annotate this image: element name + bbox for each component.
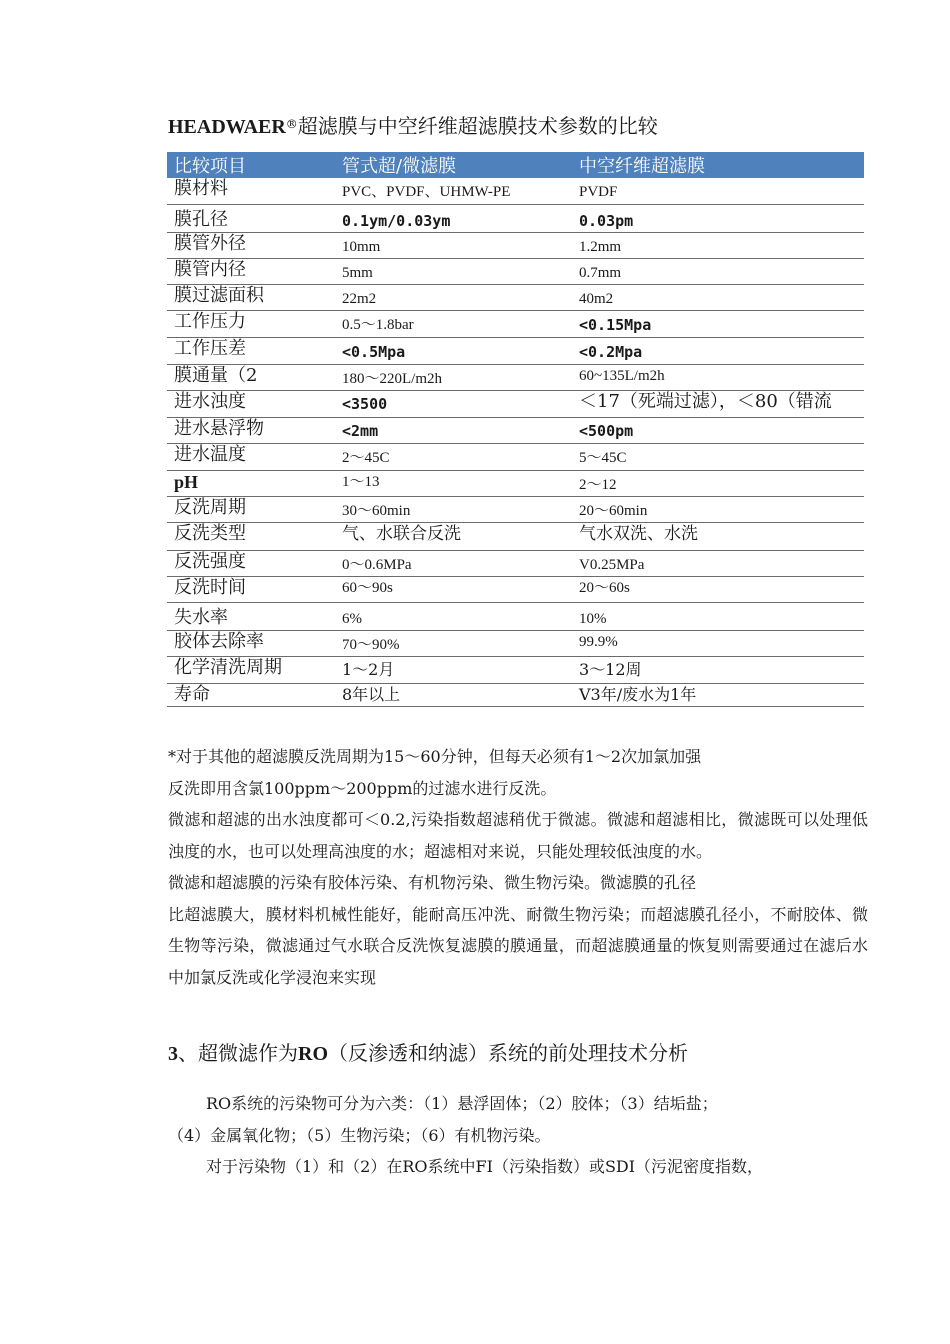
hollow-fiber-value: 1.2mm <box>572 232 864 258</box>
note-paragraph: 比超滤膜大，膜材料机械性能好，能耐高压冲洗、耐微生物污染；而超滤膜孔径小，不耐胶体、微生物等污染，微滤通过气水联合反洗恢复滤膜的膜通量，而超滤膜通量的恢复则需要通过在滤后水中加氯反洗或化学浸泡来实现 <box>168 904 868 987</box>
tubular-value: PVC、PVDF、UHMW-PE <box>335 178 572 204</box>
table-row <box>167 550 864 576</box>
body-line: 对于污染物（1）和（2）在RO系统中FI（污染指数）或SDI（污泥密度指数， <box>206 1157 764 1176</box>
note-paragraph: 微滤和超滤的出水浊度都可＜0.2,污染指数超滤稍优于微滤。微滤和超滤相比，微滤既可以处理低浊度的水，也可以处理高浊度的水；超滤相对来说，只能处理较低浊度的水。 <box>168 810 868 861</box>
row-label: 膜通量（2 <box>167 364 335 390</box>
hollow-fiber-value: <0.2Mpa <box>572 337 864 364</box>
tubular-value: 70〜90% <box>335 630 572 656</box>
note-line: 反洗即用含氯100ppm〜200ppm的过滤水进行反洗。 <box>168 778 557 798</box>
hollow-fiber-value: <500pm <box>572 417 864 443</box>
body-line: RO系统的污染物可分为六类：（1）悬浮固体；（2）胶体；（3）结垢盐； <box>206 1094 718 1113</box>
row-label: 反洗类型 <box>167 522 335 550</box>
hollow-fiber-value: PVDF <box>572 178 864 204</box>
section-heading-ro: RO <box>298 1043 328 1065</box>
hollow-fiber-value: 99.9% <box>572 630 864 656</box>
row-label: 工作压差 <box>167 337 335 364</box>
hollow-fiber-value: 20〜60s <box>572 576 864 602</box>
table-header-row <box>167 152 864 178</box>
row-label: 反洗时间 <box>167 576 335 602</box>
hollow-fiber-value: 10% <box>572 602 864 630</box>
row-label: 膜管内径 <box>167 258 335 284</box>
table-row <box>167 364 864 390</box>
page-title <box>168 110 868 141</box>
hollow-fiber-value: <0.15Mpa <box>572 310 864 337</box>
table-row <box>167 284 864 310</box>
table-row <box>167 258 864 284</box>
table-row <box>167 390 864 417</box>
note-line: *对于其他的超滤膜反洗周期为15〜60分钟，但每天必须有1〜2次加氯加强 <box>168 747 702 766</box>
hollow-fiber-value: 20〜60min <box>572 496 864 522</box>
tubular-value: 气、水联合反洗 <box>335 522 572 550</box>
title-brand: HEADWAER <box>168 116 286 138</box>
table-row <box>167 576 864 602</box>
hollow-fiber-value: 40m2 <box>572 284 864 310</box>
row-label: 膜过滤面积 <box>167 284 335 310</box>
tubular-value: 10mm <box>335 232 572 258</box>
section-heading-part: 、超微滤作为 <box>178 1041 298 1065</box>
row-label: 进水温度 <box>167 443 335 470</box>
table-row <box>167 602 864 630</box>
row-label: 膜孔径 <box>167 204 335 232</box>
row-label: 反洗周期 <box>167 496 335 522</box>
row-label: 进水浊度 <box>167 390 335 417</box>
row-label: 膜材料 <box>167 178 335 204</box>
table-row <box>167 470 864 496</box>
hollow-fiber-value: V0.25MPa <box>572 550 864 576</box>
row-label: pH <box>167 470 335 496</box>
tubular-value: 22m2 <box>335 284 572 310</box>
row-label: 进水悬浮物 <box>167 417 335 443</box>
row-label: 失水率 <box>167 602 335 630</box>
tubular-value: 0.5〜1.8bar <box>335 310 572 337</box>
tubular-value: 60〜90s <box>335 576 572 602</box>
hollow-fiber-value: ＜17（死端过滤），＜80（错流 <box>572 390 864 417</box>
section-heading <box>168 1038 868 1069</box>
tubular-value: 8年以上 <box>335 683 572 706</box>
header-hollow-fiber: 中空纤维超滤膜 <box>572 152 864 178</box>
row-label: 寿命 <box>167 683 335 706</box>
hollow-fiber-value: 0.7mm <box>572 258 864 284</box>
row-label: 化学清洗周期 <box>167 656 335 683</box>
hollow-fiber-value: 5〜45C <box>572 443 864 470</box>
table-row <box>167 496 864 522</box>
table-row <box>167 337 864 364</box>
hollow-fiber-value: 0.03pm <box>572 204 864 232</box>
comparison-table <box>167 152 864 707</box>
body-text <box>168 1088 868 1183</box>
hollow-fiber-value: 气水双洗、水洗 <box>572 522 864 550</box>
tubular-value: 1〜2月 <box>335 656 572 683</box>
table-row <box>167 522 864 550</box>
tubular-value: 180〜220L/m2h <box>335 364 572 390</box>
row-label: 反洗强度 <box>167 550 335 576</box>
tubular-value: 6% <box>335 602 572 630</box>
tubular-value: 0.1ym/0.03ym <box>335 204 572 232</box>
header-item: 比较项目 <box>167 152 335 178</box>
notes-section <box>168 741 868 993</box>
table-row <box>167 656 864 683</box>
row-label: 膜管外径 <box>167 232 335 258</box>
tubular-value: 30〜60min <box>335 496 572 522</box>
tubular-value: 1〜13 <box>335 470 572 496</box>
table-row <box>167 630 864 656</box>
tubular-value: 5mm <box>335 258 572 284</box>
tubular-value: 2〜45C <box>335 443 572 470</box>
hollow-fiber-value: 60~135L/m2h <box>572 364 864 390</box>
hollow-fiber-value: 3〜12周 <box>572 656 864 683</box>
tubular-value: <0.5Mpa <box>335 337 572 364</box>
section-heading-rest: （反渗透和纳滤）系统的前处理技术分析 <box>328 1041 688 1065</box>
body-line: （4）金属氧化物；（5）生物污染；（6）有机物污染。 <box>168 1125 551 1145</box>
registered-mark: ® <box>285 117 298 131</box>
row-label: 工作压力 <box>167 310 335 337</box>
hollow-fiber-value: 2〜12 <box>572 470 864 496</box>
table-row <box>167 310 864 337</box>
table-row <box>167 683 864 706</box>
hollow-fiber-value: V3年/废水为1年 <box>572 683 864 706</box>
table-row <box>167 417 864 443</box>
tubular-value: <2mm <box>335 417 572 443</box>
table-row <box>167 232 864 258</box>
note-line: 微滤和超滤膜的污染有胶体污染、有机物污染、微生物污染。微滤膜的孔径 <box>168 873 697 892</box>
row-label: 胶体去除率 <box>167 630 335 656</box>
table-row <box>167 178 864 204</box>
header-tubular: 管式超/微滤膜 <box>335 152 572 178</box>
tubular-value: 0〜0.6MPa <box>335 550 572 576</box>
tubular-value: <3500 <box>335 390 572 417</box>
section-number: 3 <box>168 1043 178 1065</box>
title-text: 超滤膜与中空纤维超滤膜技术参数的比较 <box>297 114 658 138</box>
table-row <box>167 443 864 470</box>
table-row <box>167 204 864 232</box>
